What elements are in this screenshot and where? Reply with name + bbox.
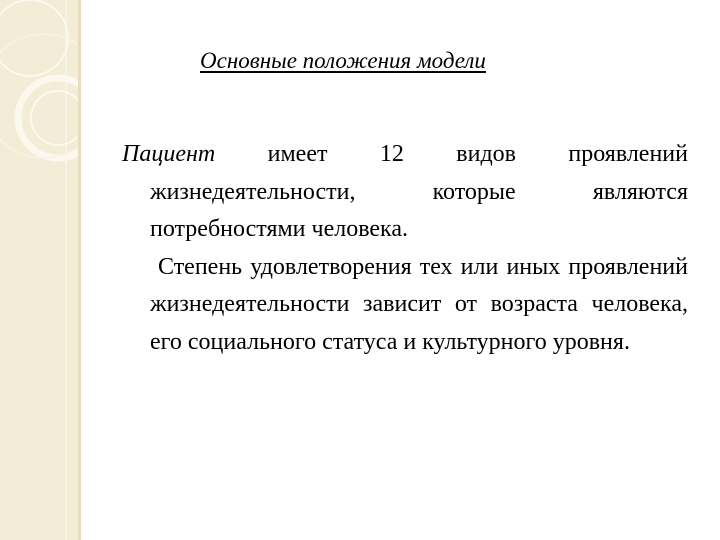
panel-divider (78, 0, 81, 540)
slide-body (122, 136, 688, 361)
decorative-rings-ornament (0, 0, 78, 540)
decorative-side-panel (0, 0, 78, 540)
paragraph-satisfaction: Степень удовлетворения тех или иных проявлений жизнедеятельности зависит от возраста человека, его социального статуса и культурного уровня. (150, 253, 688, 355)
paragraph-patient (122, 136, 688, 249)
term-patient: Пациент (122, 141, 216, 167)
paragraph-patient-text: имеет 12 видов проявлений жизнедеятельности, которые являются потребностями человека. (150, 141, 688, 242)
slide-title: Основные положения модели (200, 48, 486, 73)
